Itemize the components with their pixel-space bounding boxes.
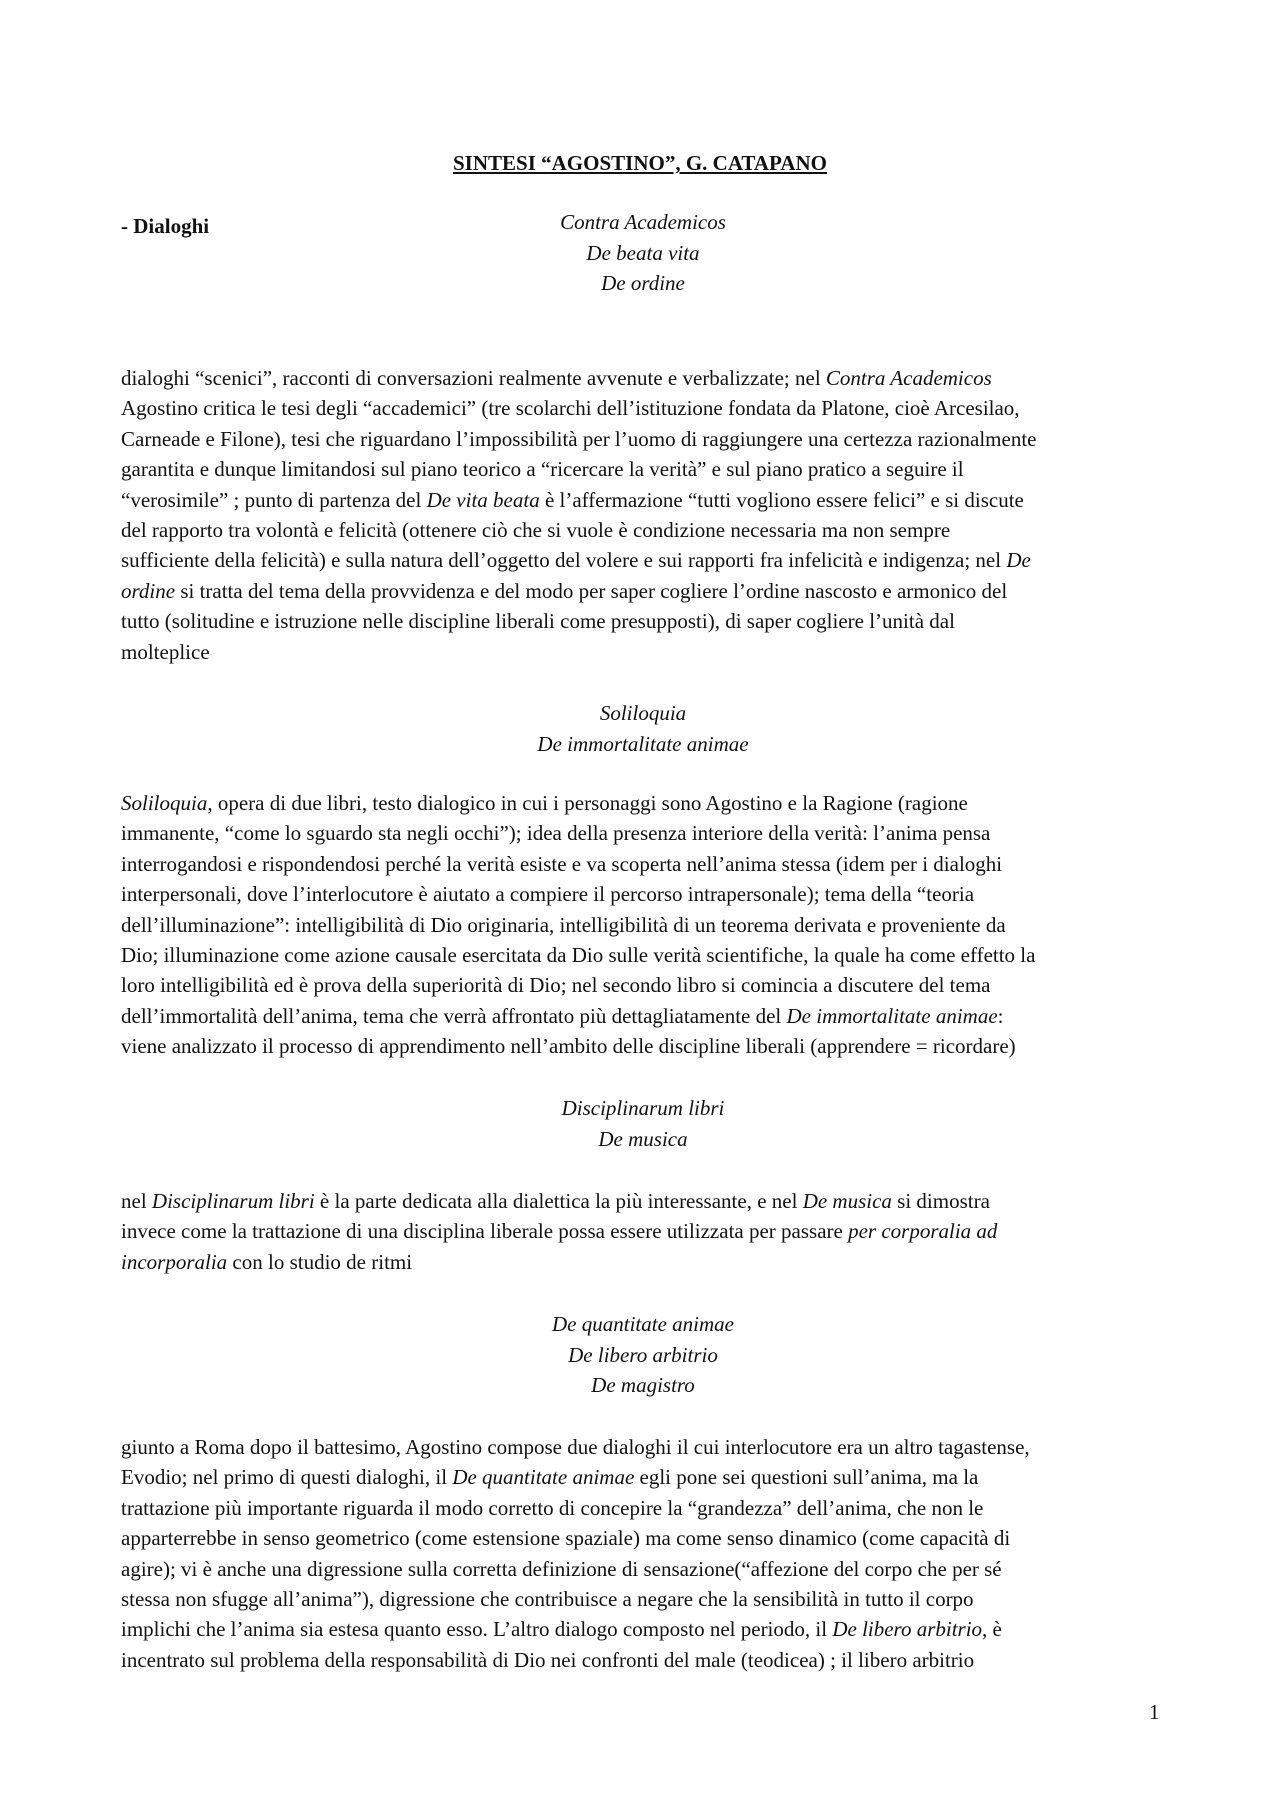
paragraph-line — [121, 970, 1161, 1000]
text-run: viene analizzato il processo di apprendimento nell’ambito delle discipline liberali (apprendere = ricordare) — [121, 1034, 1016, 1059]
text-run: trattazione più importante riguarda il modo corretto di concepire la “grandezza” dell’anima, che non le — [121, 1495, 984, 1520]
text-run: si tratta del tema della provvidenza e del modo per saper cogliere l’ordine nascosto e armonico del — [175, 578, 1008, 603]
paragraph-line — [121, 576, 1161, 606]
italic-text-run: De immortalitate animae — [786, 1003, 998, 1028]
section-heading: - Dialoghi — [121, 214, 210, 238]
paragraph-line — [121, 849, 1161, 879]
paragraph-line — [121, 818, 1161, 848]
paragraph-line — [121, 1247, 1161, 1277]
text-run: si dimostra — [891, 1189, 990, 1213]
paragraph-line — [121, 1554, 1161, 1584]
italic-text-run: De — [1006, 548, 1031, 573]
text-run: garantita e dunque limitandosi sul piano teorico a “ricercare la verità” e sul piano pratico a seguire il — [121, 457, 964, 482]
italic-text-run: Disciplinarum libri — [151, 1189, 315, 1213]
italic-text-run: De libero arbitrio — [832, 1617, 983, 1642]
paragraph — [121, 1432, 1161, 1675]
text-run: sufficiente della felicità) e sulla natura dell’oggetto del volere e sui rapporti fra infelicità e indigenza; nel — [121, 548, 1007, 573]
paragraph-line — [121, 393, 1161, 423]
text-run: stessa non sfugge all’anima”), digressione che contribuisce a negare che la sensibilità in tutto il corpo — [121, 1586, 974, 1611]
italic-text-run: De vita beata — [426, 487, 540, 512]
works-list — [0, 207, 1280, 299]
italic-text-run: incorporalia — [121, 1249, 228, 1274]
works-list — [0, 698, 1280, 759]
paragraph — [121, 1186, 1161, 1277]
text-run: Evodio; nel primo di questi dialoghi, il — [121, 1465, 453, 1490]
text-run: dialoghi “scenici”, racconti di conversazioni realmente avvenute e verbalizzate; nel — [121, 366, 826, 390]
work-title: De musica — [598, 1126, 688, 1151]
text-run: del rapporto tra volontà e felicità (ottenere ciò che si vuole è condizione necessaria ma non sempre — [121, 517, 951, 542]
paragraph-line — [121, 424, 1161, 454]
italic-text-run: Soliloquia — [121, 791, 208, 815]
text-run: è la parte dedicata alla dialettica la più interessante, e nel — [314, 1189, 803, 1213]
paragraph-line — [121, 485, 1161, 515]
work-title: De libero arbitrio — [568, 1342, 718, 1367]
text-run: , è — [982, 1617, 1002, 1642]
work-title: De ordine — [601, 271, 685, 295]
text-run: dell’immortalità dell’anima, tema che verrà affrontato più dettagliatamente del — [121, 1003, 787, 1028]
paragraph-line — [121, 1584, 1161, 1614]
text-run: con lo studio de ritmi — [227, 1249, 413, 1274]
text-run: interrogandosi e rispondendosi perché la verità esiste e va scoperta nell’anima stessa (idem per i dialoghi — [121, 851, 1003, 876]
text-run: tutto (solitudine e istruzione nelle discipline liberali come presupposti), di saper cogliere l’unità dal — [121, 609, 955, 634]
text-run: dell’illuminazione”: intelligibilità di Dio originaria, intelligibilità di un teorema derivata e proveniente da — [121, 912, 1006, 937]
document-title: SINTESI “AGOSTINO”, G. CATAPANO — [453, 151, 827, 175]
text-run: immanente, “come lo sguardo sta negli occhi”); idea della presenza interiore della verità: l’anima pensa — [121, 821, 991, 846]
works-list — [0, 1093, 1280, 1154]
paragraph-line — [121, 515, 1161, 545]
paragraph-line — [121, 1493, 1161, 1523]
text-run: Agostino critica le tesi degli “accademici” (tre scolarchi dell’istituzione fondata da Platone, cioè Arcesilao, — [121, 396, 1020, 421]
italic-text-run: De musica — [802, 1189, 892, 1213]
paragraph-line — [121, 1432, 1161, 1462]
paragraph-line — [121, 454, 1161, 484]
paragraph-line — [121, 788, 1161, 818]
work-title: De immortalitate animae — [537, 731, 749, 756]
paragraph-line — [121, 1031, 1161, 1061]
paragraph-line — [121, 1645, 1161, 1675]
paragraph-line — [121, 879, 1161, 909]
paragraph-line — [121, 545, 1161, 575]
text-run: : — [997, 1003, 1004, 1028]
paragraph-line — [121, 1523, 1161, 1553]
paragraph-line — [121, 363, 1161, 393]
paragraph — [121, 788, 1161, 1062]
paragraph-line — [121, 940, 1161, 970]
text-run: giunto a Roma dopo il battesimo, Agostino compose due dialoghi il cui interlocutore era un altro tagastense, — [121, 1435, 1030, 1459]
text-run: molteplice — [121, 639, 210, 664]
text-run: , opera di due libri, testo dialogico in cui i personaggi sono Agostino e la Ragione (ragione — [207, 791, 968, 815]
text-run: egli pone sei questioni sull’anima, ma la — [634, 1465, 979, 1490]
text-run: Dio; illuminazione come azione causale esercitata da Dio sulle verità scientifiche, la quale ha come effetto la — [121, 942, 1036, 967]
paragraph-line — [121, 1216, 1161, 1246]
work-title: Contra Academicos — [560, 210, 726, 234]
paragraph-line — [121, 910, 1161, 940]
text-run: incentrato sul problema della responsabilità di Dio nei confronti del male (teodicea) ; il libero arbitrio — [121, 1647, 975, 1672]
text-run: loro intelligibilità ed è prova della superiorità di Dio; nel secondo libro si comincia a discutere del tema — [121, 973, 991, 998]
work-title: Disciplinarum libri — [561, 1096, 725, 1120]
paragraph-line — [121, 637, 1161, 667]
text-run: invece come la trattazione di una disciplina liberale possa essere utilizzata per passare — [121, 1219, 849, 1244]
text-run: “verosimile” ; punto di partenza del — [121, 487, 427, 512]
paragraph-line — [121, 1186, 1161, 1216]
paragraph-line — [121, 606, 1161, 636]
paragraph-line — [121, 1001, 1161, 1031]
paragraph-line — [121, 1462, 1161, 1492]
paragraph-line — [121, 1614, 1161, 1644]
text-run: interpersonali, dove l’interlocutore è aiutato a compiere il percorso intrapersonale); tema della “teoria — [121, 882, 975, 907]
work-title: De beata vita — [586, 240, 700, 265]
italic-text-run: per corporalia ad — [848, 1219, 998, 1244]
italic-text-run: ordine — [121, 578, 176, 603]
text-run: agire); vi è anche una digressione sulla corretta definizione di sensazione(“affezione del corpo che per sé — [121, 1556, 1002, 1581]
italic-text-run: De quantitate animae — [452, 1465, 635, 1490]
text-run: apparterrebbe in senso geometrico (come estensione spaziale) ma come senso dinamico (come capacità di — [121, 1526, 1011, 1551]
work-title: De quantitate animae — [552, 1312, 734, 1336]
text-run: è l’affermazione “tutti vogliono essere felici” e si discute — [539, 487, 1024, 512]
paragraph — [121, 363, 1161, 667]
text-run: nel — [121, 1189, 152, 1213]
work-title: De magistro — [591, 1373, 695, 1397]
page-number: 1 — [1149, 1700, 1160, 1724]
work-title: Soliloquia — [599, 701, 687, 725]
text-run: Carneade e Filone), tesi che riguardano l’impossibilità per l’uomo di raggiungere una certezza razionalmente — [121, 426, 1037, 451]
works-list — [0, 1309, 1280, 1401]
italic-text-run: Contra Academicos — [825, 366, 992, 390]
text-run: implichi che l’anima sia estesa quanto esso. L’altro dialogo composto nel periodo, il — [121, 1617, 833, 1642]
